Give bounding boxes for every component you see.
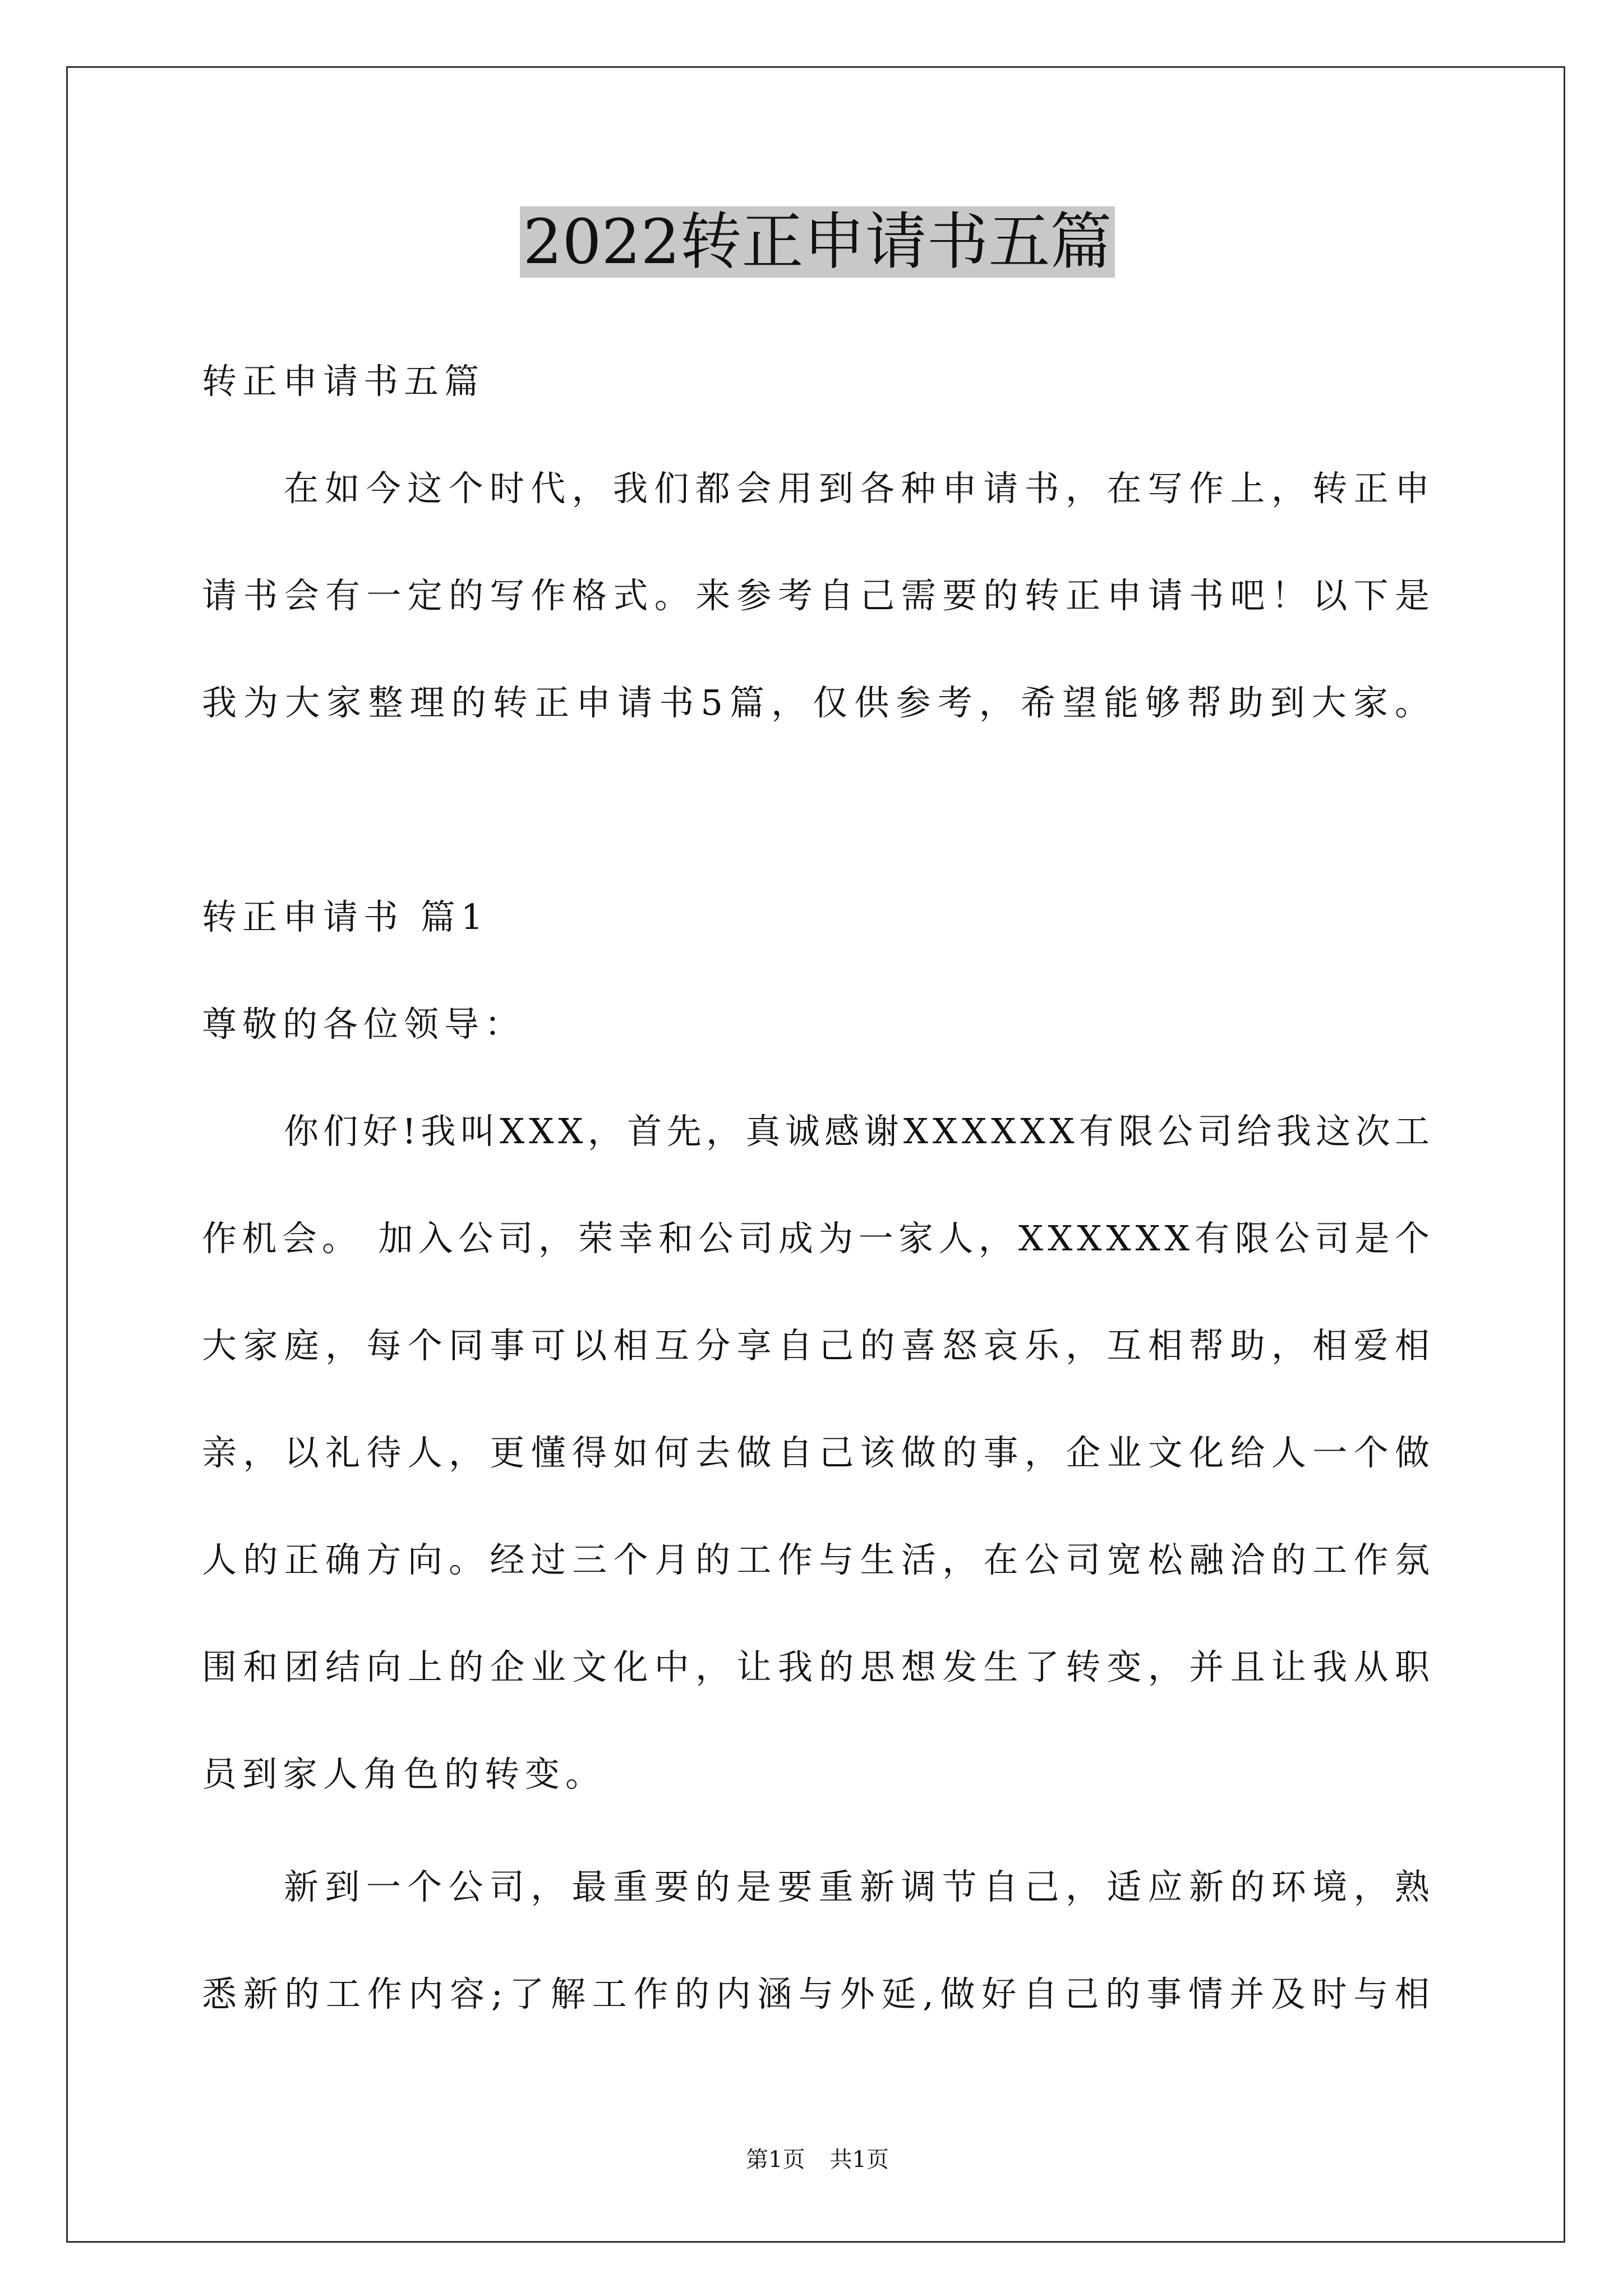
body-paragraph-2 [202,1833,1434,2047]
document-body [202,328,1434,2047]
paragraph-line: 新到一个公司，最重要的是要重新调节自己，适应新的环境，熟 [284,1866,1434,1907]
intro-paragraph [202,435,1434,756]
paragraph-line: 作机会。 加入公司，荣幸和公司成为一家人，XXXXXX有限公司是个 [202,1218,1434,1259]
section-heading: 转正申请书 篇1 [202,896,489,937]
title-container [66,206,1569,278]
paragraph-line: 大家庭，每个同事可以相互分享自己的喜怒哀乐，互相帮助，相爱相 [202,1325,1434,1366]
document-title: 2022转正申请书五篇 [520,206,1115,278]
paragraph-line: 你们好!我叫XXX，首先，真诚感谢XXXXXX有限公司给我这次工 [284,1111,1434,1152]
page-number: 第1页 [746,2147,805,2173]
salutation: 尊敬的各位领导： [202,1004,525,1045]
paragraph-line: 亲，以礼待人，更懂得如何去做自己该做的事，企业文化给人一个做 [202,1432,1434,1473]
blank-line [202,756,1434,863]
intro-line: 我为大家整理的转正申请书5篇，仅供参考，希望能够帮助到大家。 [202,682,1434,723]
page-total: 共1页 [829,2147,889,2173]
paragraph-line: 员到家人角色的转变。 [202,1754,606,1795]
paragraph-line: 围和团结向上的企业文化中，让我的思想发生了转变，并且让我从职 [202,1646,1434,1687]
intro-line: 请书会有一定的写作格式。来参考自己需要的转正申请书吧！以下是 [202,575,1434,616]
paragraph-line: 悉新的工作内容;了解工作的内涵与外延,做好自己的事情并及时与相 [202,1973,1434,2014]
paragraph-line: 人的正确方向。经过三个月的工作与生活，在公司宽松融洽的工作氛 [202,1539,1434,1580]
subtitle: 转正申请书五篇 [202,361,485,402]
body-paragraph-1 [202,1078,1434,1828]
intro-line: 在如今这个时代，我们都会用到各种申请书，在写作上，转正申 [284,468,1434,509]
page-footer [66,2143,1569,2177]
